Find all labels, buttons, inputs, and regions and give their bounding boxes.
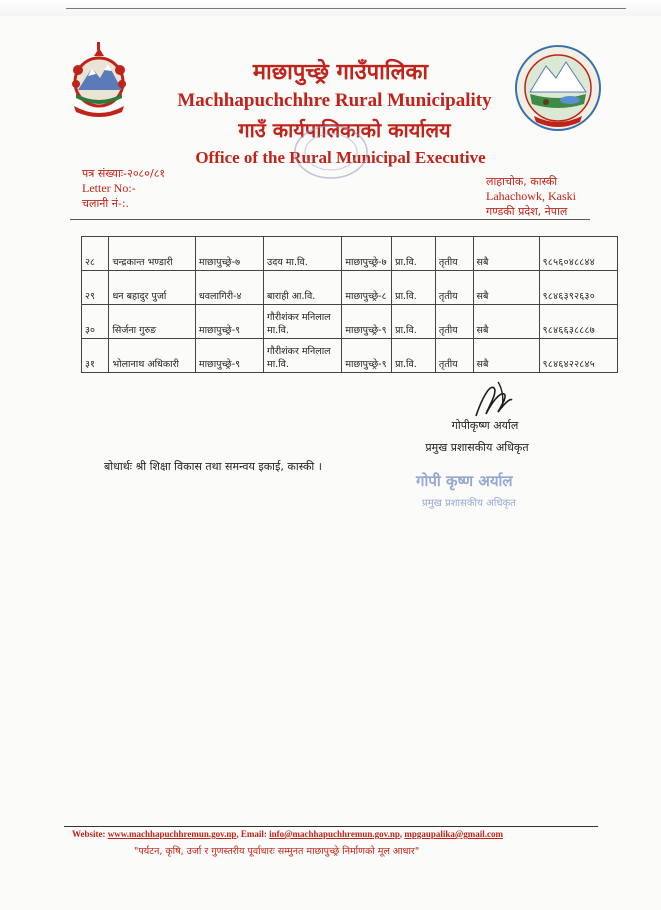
cell-category: सबै: [473, 271, 539, 305]
stamp-line-1: गोपी कृष्ण अर्याल: [416, 472, 513, 490]
footer-contact-line: [72, 829, 503, 839]
table-row: [82, 271, 618, 305]
table-row: [82, 339, 618, 373]
table-row: [82, 305, 618, 339]
top-rule: [66, 8, 626, 9]
email-link-info[interactable]: info@machhapuchhremun.gov.np: [269, 829, 400, 839]
cell-place: माछापुच्छ्रे-९: [342, 339, 392, 373]
cell-teacher-name: धन बहादुर पुर्जा: [109, 271, 195, 305]
office-name-nepali: गाउँ कार्यपालिकाको कार्यालय: [238, 118, 451, 142]
signatory-title: प्रमुख प्रशासकीय अधिकृत: [425, 441, 529, 454]
cell-serial-no: २८: [82, 237, 109, 271]
bodhartha-cc-line: बोधार्थः श्री शिक्षा विकास तथा समन्वय इकाई, कास्की ।: [104, 460, 322, 473]
cell-school: गौरीशंकर मनिलाल मा.वि.: [264, 305, 342, 339]
office-round-stamp: [290, 122, 372, 182]
header-divider: [70, 219, 590, 220]
footer-divider: [64, 826, 598, 827]
cell-category: सबै: [473, 237, 539, 271]
officer-name-stamp: [406, 466, 556, 514]
cell-category: सबै: [473, 305, 539, 339]
cell-level: प्रा.वि.: [392, 237, 436, 271]
cell-address: माछापुच्छ्रे-९: [195, 339, 263, 373]
cell-teacher-name: भोलानाथ अधिकारी: [109, 339, 195, 373]
letter-no: Letter No:-: [82, 181, 136, 195]
municipality-name-nepali: माछापुच्छ्रे गाउँपालिका: [252, 59, 429, 85]
letter-reference-block: [82, 166, 165, 211]
cell-phone: ९८४६४२२८४५: [539, 339, 617, 373]
email-separator: ,: [399, 829, 405, 839]
patra-sankhya: पत्र संख्याः-२०८०/८१: [82, 167, 166, 180]
cell-address: धवलागिरी-४: [195, 271, 263, 305]
footer-motto: "पर्यटन, कृषि, उर्जा र गुणस्तरीय पूर्वाधारः सम्मुनत माछापुच्छ्रे निर्माणको मूल आधार": [134, 846, 420, 857]
signature-mark: [468, 378, 516, 422]
website-link[interactable]: www.machhapuchhremun.gov.np: [107, 829, 237, 839]
cell-phone: ९८४६६३८८८७: [539, 305, 617, 339]
office-name-english: Office of the Rural Municipal Executive: [195, 148, 486, 167]
cell-place: माछापुच्छ्रे-७: [342, 237, 392, 271]
cell-level: प्रा.वि.: [392, 305, 436, 339]
cell-address: माछापुच्छ्रे-७: [195, 237, 263, 271]
cell-teacher-name: सिर्जना गुरुङ: [109, 305, 195, 339]
municipality-name-english: Machhapuchchhre Rural Municipality: [177, 90, 492, 111]
cell-category: सबै: [473, 339, 539, 373]
address-line-english: Lahachowk, Kaski: [486, 189, 576, 203]
cell-level: प्रा.वि.: [392, 339, 436, 373]
address-line-nepali: लाहाचोक, कास्की: [486, 175, 558, 188]
cell-level: प्रा.वि.: [392, 271, 436, 305]
cell-place: माछापुच्छ्रे-९: [342, 305, 392, 339]
chalani-no: चलानी नं-:.: [82, 197, 130, 210]
cell-position: तृतीय: [435, 271, 473, 305]
table-row: [82, 237, 618, 271]
cell-position: तृतीय: [435, 305, 473, 339]
teacher-list-table: [81, 236, 618, 373]
cell-place: माछापुच्छ्रे-८: [342, 271, 392, 305]
website-label: Website:: [72, 829, 108, 839]
cell-position: तृतीय: [435, 339, 473, 373]
cell-school: गौरीशंकर मनिलाल मा.वि.: [264, 339, 342, 373]
cell-serial-no: ३०: [82, 305, 109, 339]
cell-phone: ९८४६३९२६३०: [539, 271, 617, 305]
stamp-line-2: प्रमुख प्रशासकीय अधिकृत: [422, 498, 516, 509]
cell-serial-no: ३१: [82, 339, 109, 373]
cell-school: उदय मा.वि.: [264, 237, 342, 271]
cell-address: माछापुच्छ्रे-९: [195, 305, 263, 339]
cell-school: बाराही आ.वि.: [264, 271, 342, 305]
cell-serial-no: २९: [82, 271, 109, 305]
cell-position: तृतीय: [435, 237, 473, 271]
cell-teacher-name: चन्द्रकान्त भण्डारी: [109, 237, 195, 271]
cell-phone: ९८५६०४८८४४: [539, 237, 617, 271]
signatory-name: गोपीकृष्ण अर्याल: [451, 419, 519, 432]
province-line: गण्डकी प्रदेश, नेपाल: [486, 205, 568, 218]
email-label: , Email:: [236, 829, 270, 839]
email-link-gmail[interactable]: mpgaupalika@gmail.com: [404, 829, 504, 839]
office-address-block: [486, 174, 576, 219]
